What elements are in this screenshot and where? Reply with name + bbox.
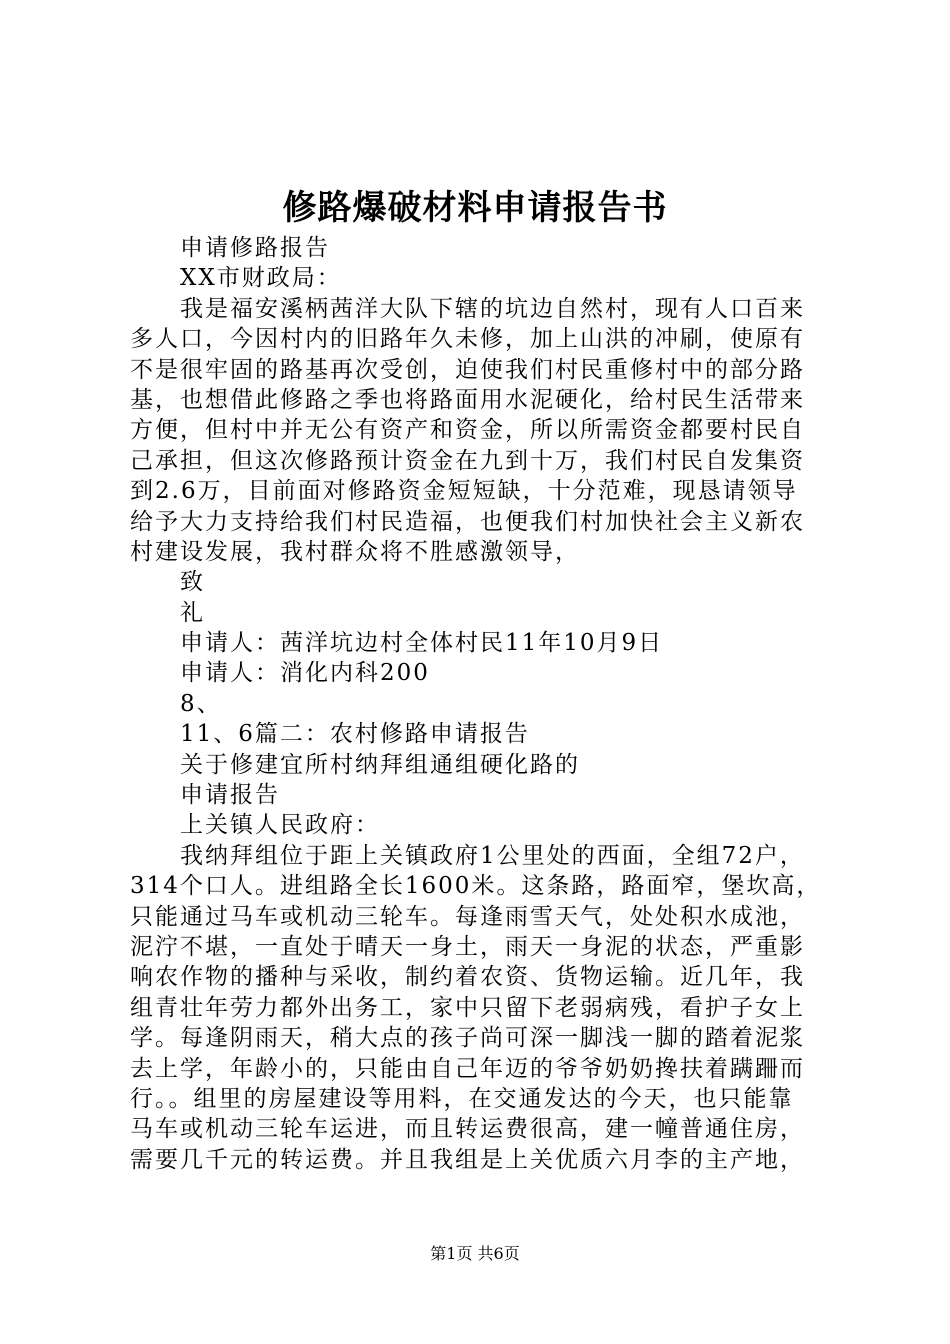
text-line: 方便，但村中并无公有资产和资金，所以所需资金都要村民自 bbox=[130, 417, 805, 444]
text-line: 组青壮年劳力都外出务工，家中只留下老弱病残，看护子女上 bbox=[130, 994, 805, 1021]
text-line: 需要几千元的转运费。并且我组是上关优质六月李的主产地， bbox=[130, 1146, 805, 1173]
text-line: 村建设发展，我村群众将不胜感激领导， bbox=[130, 538, 580, 565]
page-footer: 第1页 共6页 bbox=[430, 1244, 520, 1263]
document-body bbox=[130, 233, 835, 1175]
text-line: 只能通过马车或机动三轮车。每逢雨雪天气，处处积水成池， bbox=[130, 903, 805, 930]
text-line: 上关镇人民政府： bbox=[180, 812, 380, 839]
text-line: 泥泞不堪，一直处于晴天一身土，雨天一身泥的状态，严重影 bbox=[130, 933, 805, 960]
text-line: 致 bbox=[180, 569, 205, 596]
text-line: 关于修建宜所村纳拜组通组硬化路的 bbox=[180, 751, 580, 778]
text-line: 申请修路报告 bbox=[180, 235, 330, 261]
text-line: 学。每逢阴雨天，稍大点的孩子尚可深一脚浅一脚的踏着泥浆 bbox=[130, 1025, 805, 1052]
text-line: 给予大力支持给我们村民造福，也便我们村加快社会主义新农 bbox=[130, 508, 805, 535]
text-line: 到2.6万，目前面对修路资金短短缺，十分范难，现恳请领导 bbox=[130, 478, 798, 505]
text-line: 礼 bbox=[180, 599, 205, 626]
text-line: 己承担，但这次修路预计资金在九到十万，我们村民自发集资 bbox=[130, 447, 805, 474]
document-title: 修路爆破材料申请报告书 bbox=[282, 188, 668, 228]
text-line: 申请报告 bbox=[180, 782, 280, 809]
text-line: 11、6篇二：农村修路申请报告 bbox=[180, 721, 530, 748]
text-line: 314个口人。进组路全长1600米。这条路，路面窄，堡坎高， bbox=[130, 873, 822, 900]
text-line: 马车或机动三轮车运进，而且转运费很高，建一幢普通住房， bbox=[130, 1116, 805, 1143]
text-line: 申请人：消化内科200 bbox=[180, 660, 430, 687]
text-line: 8、 bbox=[180, 690, 222, 717]
text-line: 去上学，年龄小的，只能由自己年迈的爷爷奶奶搀扶着蹒跚而 bbox=[130, 1055, 805, 1082]
text-line: 响农作物的播种与采收，制约着农资、货物运输。近几年，我 bbox=[130, 964, 805, 991]
text-line: 我是福安溪柄茜洋大队下辖的坑边自然村，现有人口百来 bbox=[180, 295, 805, 322]
text-line: 我纳拜组位于距上关镇政府1公里处的西面，全组72户， bbox=[180, 842, 805, 869]
text-line: 不是很牢固的路基再次受创，迫使我们村民重修村中的部分路 bbox=[130, 356, 805, 383]
text-line: 行。。组里的房屋建设等用料，在交通发达的今天，也只能靠 bbox=[130, 1085, 794, 1112]
text-line: 基，也想借此修路之季也将路面用水泥硬化，给村民生活带来 bbox=[130, 386, 805, 413]
text-line: 申请人：茜洋坑边村全体村民11年10月9日 bbox=[180, 630, 664, 657]
text-line: XX市财政局： bbox=[180, 265, 342, 292]
text-line: 多人口，今因村内的旧路年久未修，加上山洪的冲刷，使原有 bbox=[130, 326, 805, 353]
